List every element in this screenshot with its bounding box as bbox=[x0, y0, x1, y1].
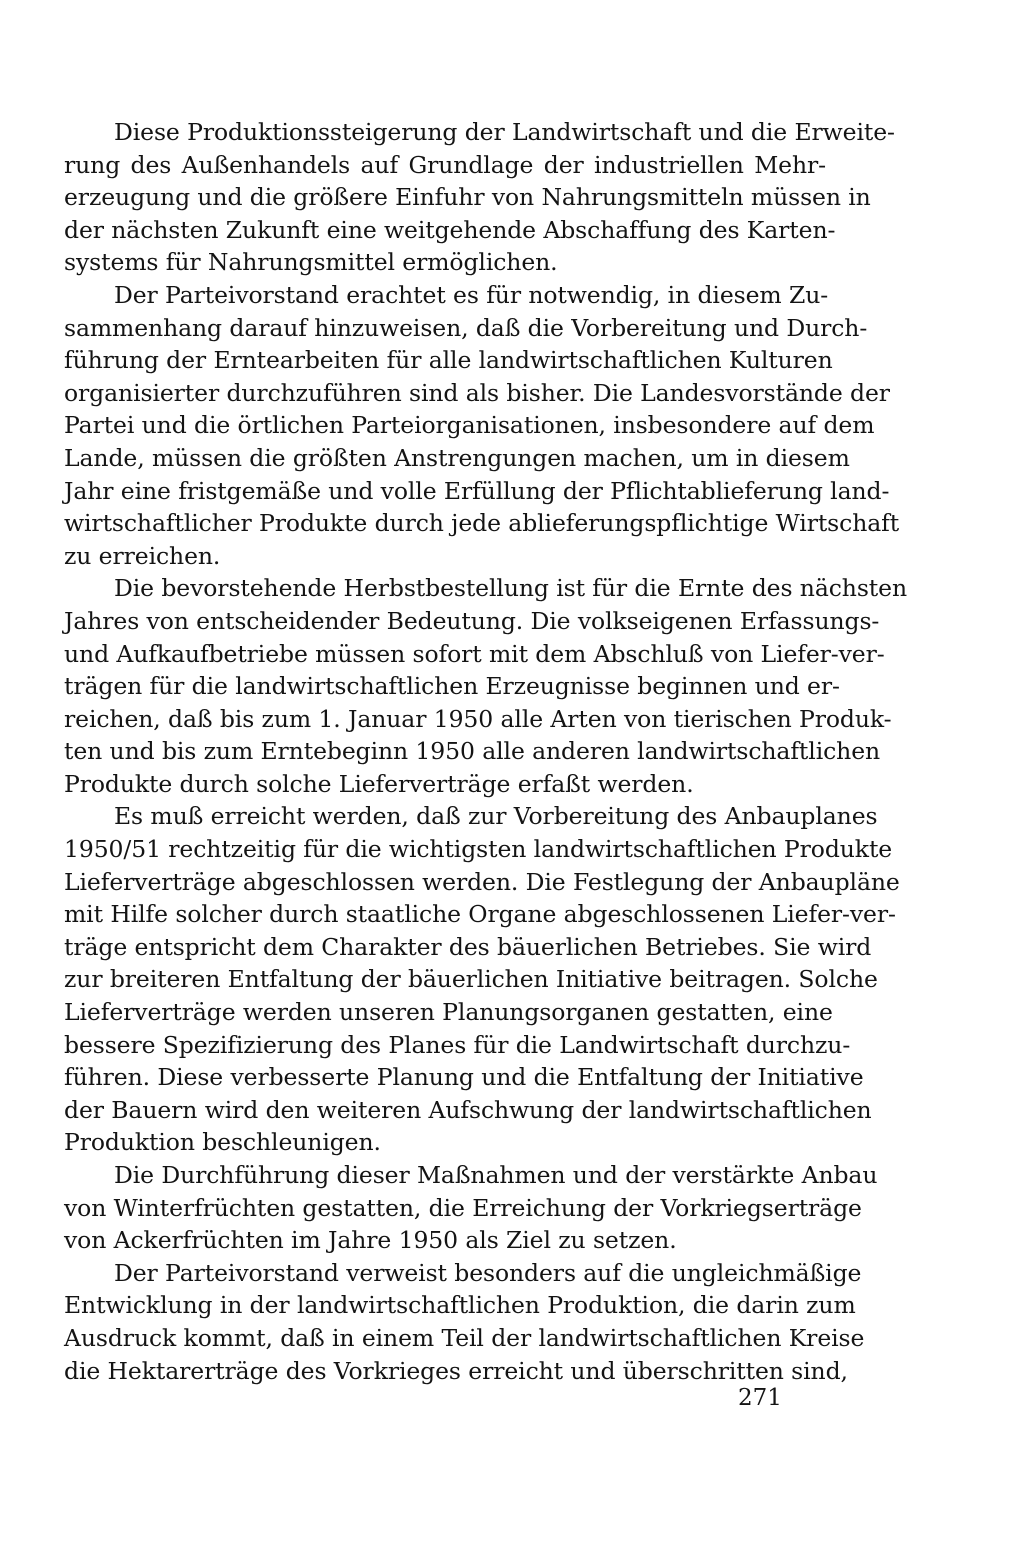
text-line: zur breiteren Entfaltung der bäuerlichen Initiative beitragen. Solche bbox=[64, 965, 878, 994]
paragraph bbox=[64, 1257, 865, 1387]
text-line: Die Durchführung dieser Maßnahmen und der verstärkte Anbau bbox=[114, 1161, 878, 1189]
text-line: Jahr eine fristgemäße und volle Erfüllung der Pflichtablieferung land- bbox=[64, 476, 890, 505]
page-number: 271 bbox=[738, 1385, 782, 1411]
text-line: der nächsten Zukunft eine weitgehende Abschaffung des Karten- bbox=[64, 215, 836, 244]
text-line: ten und bis zum Erntebeginn 1950 alle anderen landwirtschaftlichen bbox=[64, 737, 881, 766]
text-line: Der Parteivorstand erachtet es für notwendig, in diesem Zu- bbox=[114, 280, 829, 309]
paragraph bbox=[64, 279, 900, 572]
text-line: Es muß erreicht werden, daß zur Vorbereitung des Anbauplanes bbox=[114, 802, 878, 831]
text-line: Lieferverträge werden unseren Planungsorganen gestatten, eine bbox=[64, 998, 833, 1027]
text-line: Entwicklung in der landwirtschaftlichen Produktion, die darin zum bbox=[64, 1291, 856, 1320]
text-line: Jahres von entscheidender Bedeutung. Die volkseigenen Erfassungs- bbox=[64, 606, 880, 635]
text-line: Lande, müssen die größten Anstrengungen machen, um in diesem bbox=[64, 443, 850, 472]
text-line: organisierter durchzuführen sind als bisher. Die Landesvorstände der bbox=[64, 378, 890, 407]
paragraph bbox=[64, 572, 907, 800]
text-line: führen. Diese verbesserte Planung und die Entfaltung der Initiative bbox=[64, 1063, 864, 1092]
text-line: systems für Nahrungsmittel ermöglichen. bbox=[64, 248, 558, 277]
text-line: Partei und die örtlichen Parteiorganisationen, insbesondere auf dem bbox=[64, 411, 875, 440]
text-line: erzeugung und die größere Einfuhr von Nahrungsmitteln müssen in bbox=[64, 183, 871, 212]
text-line: führung der Erntearbeiten für alle landwirtschaftlichen Kulturen bbox=[64, 346, 833, 375]
text-line: Produktion beschleunigen. bbox=[64, 1128, 381, 1157]
text-line: Ausdruck kommt, daß in einem Teil der landwirtschaftlichen Kreise bbox=[64, 1323, 865, 1352]
text-line: von Ackerfrüchten im Jahre 1950 als Ziel zu setzen. bbox=[64, 1226, 677, 1255]
text-line: rung des Außenhandels auf Grundlage der industriellen Mehr- bbox=[64, 150, 826, 179]
text-line: Lieferverträge abgeschlossen werden. Die Festlegung der Anbaupläne bbox=[64, 867, 900, 896]
text-line: zu erreichen. bbox=[64, 541, 221, 570]
text-line: reichen, daß bis zum 1. Januar 1950 alle Arten von tierischen Produk- bbox=[64, 704, 892, 733]
text-line: wirtschaftlicher Produkte durch jede ablieferungspflichtige Wirtschaft bbox=[64, 509, 900, 538]
text-line: 1950/51 rechtzeitig für die wichtigsten landwirtschaftlichen Produkte bbox=[64, 835, 893, 864]
text-line: bessere Spezifizierung des Planes für die Landwirtschaft durchzu- bbox=[64, 1030, 851, 1059]
text-line: von Winterfrüchten gestatten, die Erreichung der Vorkriegserträge bbox=[64, 1193, 862, 1222]
text-line: Produkte durch solche Lieferverträge erfaßt werden. bbox=[64, 769, 694, 798]
paragraph bbox=[64, 800, 900, 1159]
text-line: Die bevorstehende Herbstbestellung ist für die Ernte des nächsten bbox=[114, 574, 907, 603]
text-line: und Aufkaufbetriebe müssen sofort mit dem Abschluß von Liefer-ver- bbox=[64, 639, 885, 668]
paragraph bbox=[64, 116, 895, 279]
body-text bbox=[64, 116, 907, 1387]
text-line: träge entspricht dem Charakter des bäuerlichen Betriebes. Sie wird bbox=[64, 932, 872, 961]
text-line: Der Parteivorstand verweist besonders auf die ungleichmäßige bbox=[114, 1258, 862, 1287]
text-line: trägen für die landwirtschaftlichen Erzeugnisse beginnen und er- bbox=[64, 672, 840, 701]
text-line: der Bauern wird den weiteren Aufschwung der landwirtschaftlichen bbox=[64, 1095, 872, 1124]
text-line: Diese Produktionssteigerung der Landwirtschaft und die Erweite- bbox=[114, 118, 895, 146]
paragraph bbox=[64, 1159, 878, 1257]
text-line: mit Hilfe solcher durch staatliche Organe abgeschlossenen Liefer-ver- bbox=[64, 900, 896, 929]
text-line: sammenhang darauf hinzuweisen, daß die Vorbereitung und Durch- bbox=[64, 313, 868, 342]
text-line: die Hektarerträge des Vorkrieges erreicht und überschritten sind, bbox=[64, 1356, 848, 1385]
